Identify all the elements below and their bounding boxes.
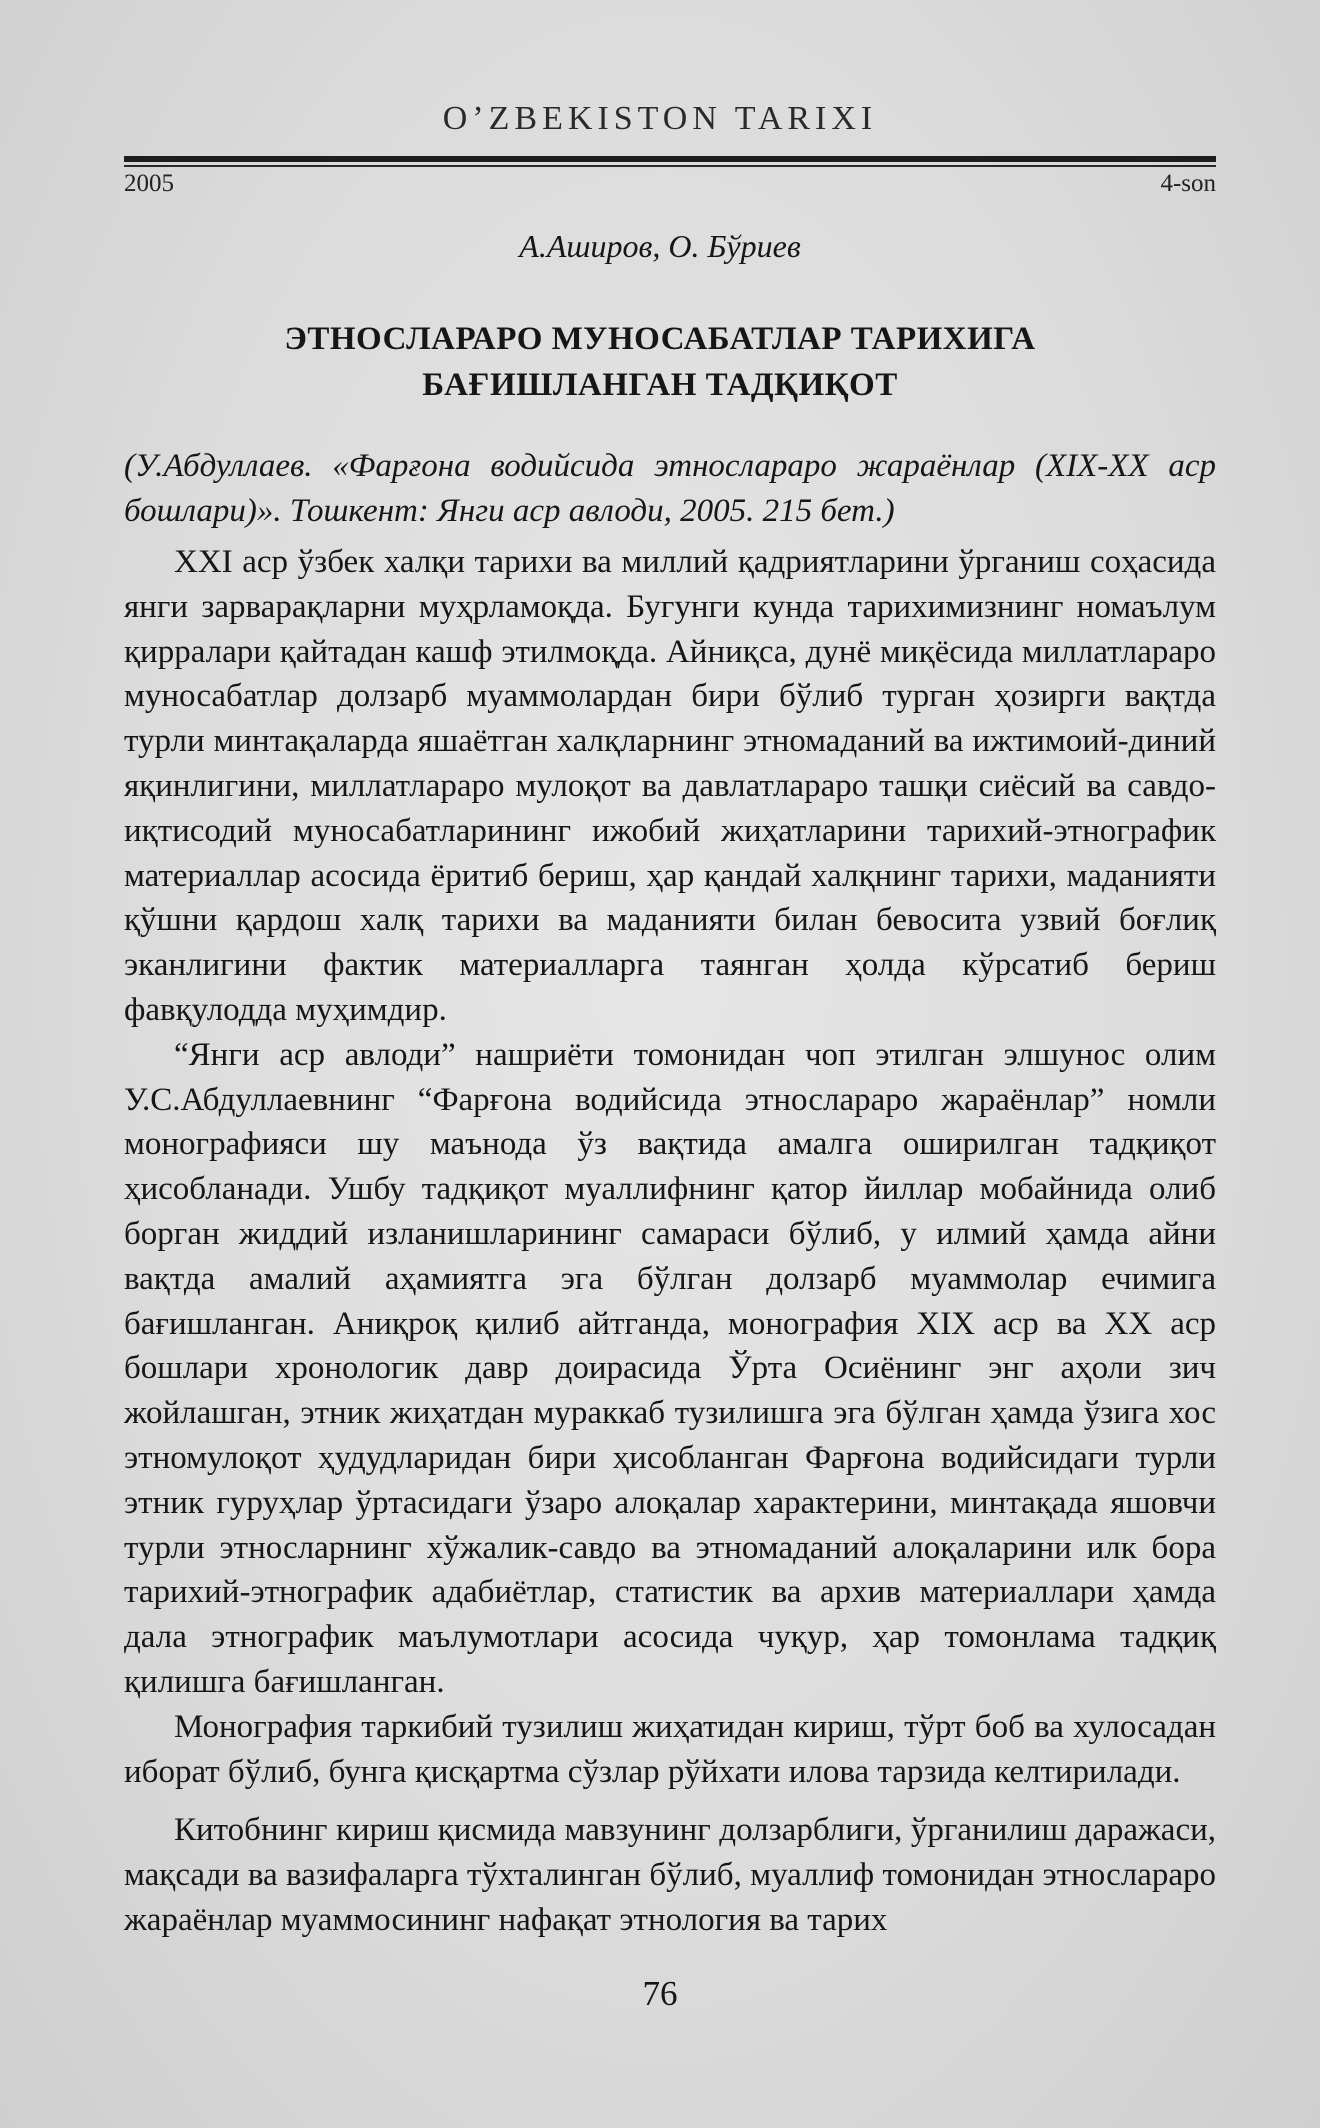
journal-title: O’ZBEKISTON TARIXI [442,100,878,137]
header-rule-thick [124,156,1216,162]
page-number: 76 [642,1974,678,2013]
article-authors: А.Аширов, О. Бўриев [519,228,801,264]
article-title [0,316,1320,408]
article-title-line-2: БАҒИШЛАНГАН ТАДҚИҚОТ [422,367,898,403]
issue-number: 4-son [1160,170,1216,197]
article-body [124,540,1216,1943]
header-rule-thin [124,165,1216,167]
issue-year: 2005 [124,170,174,197]
article-title-line-1: ЭТНОСЛАРАРО МУНОСАБАТЛАР ТАРИХИГА [284,321,1036,357]
body-paragraph: “Янги аср авлоди” нашриёти томонидан чоп этилган элшунос олим У.С.Абдуллаевнинг “Фарғона водийсида этнослараро жараёнлар” номли монографияси шу маънода ўз вақтида амалга оширилган тадқиқот ҳисобланади. Ушбу тадқиқот муаллифнинг қатор йиллар мобайнида олиб борган жиддий изланишларининг самараси бўлиб, у илмий ҳамда айни вақтда амалий аҳамиятга эга бўлган долзарб муаммолар ечимига бағишланган. Аниқроқ қилиб айтганда, монография XIX аср ва XX аср бошлари хронологик давр доирасида Ўрта Осиёнинг энг аҳоли зич жойлашган, этник жиҳатдан мураккаб тузилишга эга бўлган ҳамда ўзига хос этномулоқот ҳудудларидан бири ҳисобланган Фарғона водийсидаги турли этник гуруҳлар ўртасидаги ўзаро алоқалар характерини, минтақада яшовчи турли этносларнинг хўжалик-савдо ва этномаданий алоқаларини илк бора тарихий-этнографик адабиётлар, статистик ва архив материаллари ҳамда дала этнографик маълумотлари асосида чуқур, ҳар томонлама тадқиқ қилишга бағишланган. [124,1036,1216,1700]
body-paragraph: XXI аср ўзбек халқи тарихи ва миллий қадриятларини ўрганиш соҳасида янги зарварақларни муҳрламоқда. Бугунги кунда тарихимизнинг номаълум қирралари қайтадан кашф этилмоқда. Айниқса, дунё миқёсида миллатлараро муносабатлар долзарб муаммолардан бири бўлиб турган ҳозирги вақтда турли минтақаларда яшаётган халқларнинг этномаданий ва ижтимоий-диний яқинлигини, миллатлараро мулоқот ва давлатлараро ташқи сиёсий ва савдо-иқтисодий муносабатларининг ижобий жиҳатларини тарихий-этнографик материаллар асосида ёритиб бериш, ҳар қандай халқнинг тарихи, маданияти қўшни қардош халқ тарихи ва маданияти билан бевосита узвий боғлиқ эканлигини фактик материалларга таянган ҳолда кўрсатиб бериш фавқулодда муҳимдир. [124,544,1216,1028]
body-paragraph: Китобнинг кириш қисмида мавзунинг долзарблиги, ўрганилиш даражаси, мақсади ва вазифаларга тўхталинган бўлиб, муаллиф томонидан этнослараро жараёнлар муаммосининг нафақат этнология ва тарих [124,1812,1216,1938]
article-subtitle: (У.Абдуллаев. «Фарғона водийсида этнослараро жараёнлар (XIX-XX аср бошлари)». Тошкент: Янги аср авлоди, 2005. 215 бет.) [124,448,1216,529]
body-paragraph: Монография таркибий тузилиш жиҳатидан кириш, тўрт боб ва хулосадан иборат бўлиб, бунга қисқартма сўзлар рўйхати илова тарзида келтирилади. [124,1708,1216,1790]
